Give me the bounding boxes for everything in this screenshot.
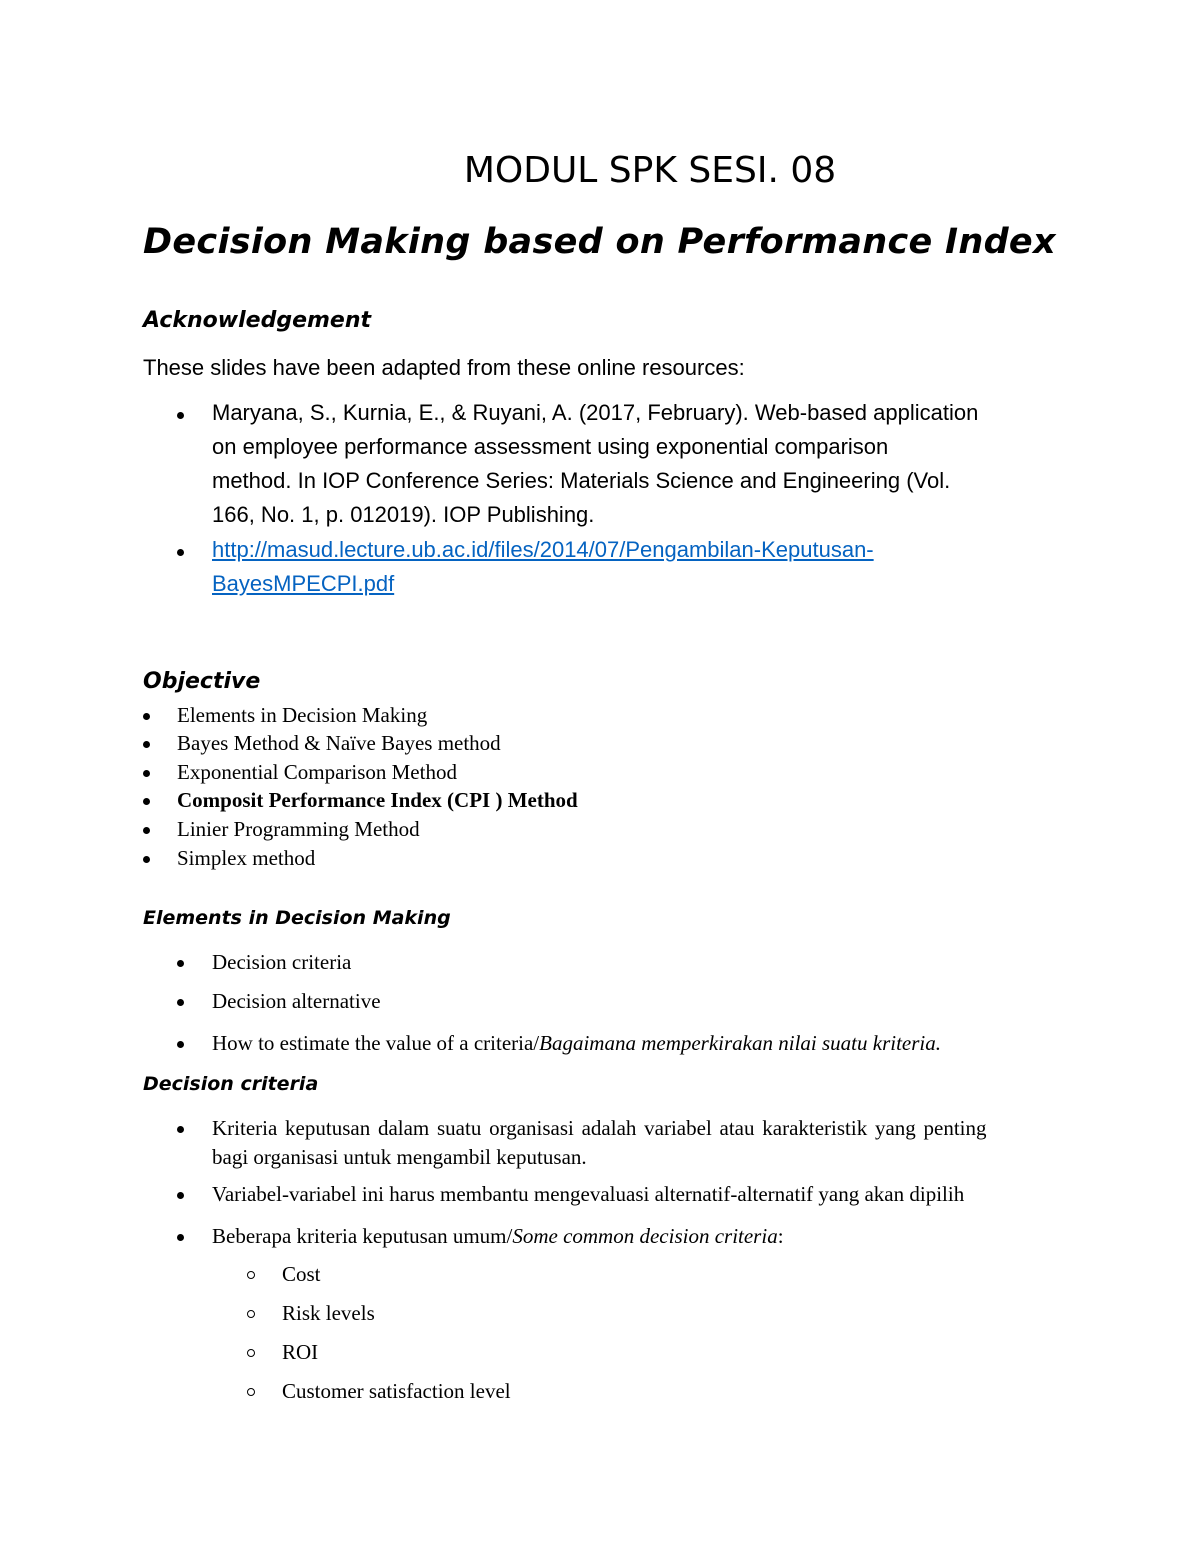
bullet-icon (177, 1192, 184, 1199)
circle-bullet-icon (247, 1349, 255, 1357)
elements-item-italic: Bagaimana memperkirakan nilai suatu kriteria. (539, 1031, 941, 1055)
document-title: MODUL SPK SESI. 08 (463, 150, 837, 191)
criteria-sub-item: Customer satisfaction level (282, 1379, 511, 1403)
elements-item: Decision alternative (212, 989, 381, 1013)
reference-link[interactable]: BayesMPECPI.pdf (212, 571, 395, 596)
objective-item: Bayes Method & Naïve Bayes method (177, 731, 501, 755)
reference-line: on employee performance assessment using exponential comparison (212, 434, 889, 459)
criteria-sub-item: ROI (282, 1340, 319, 1364)
criteria-item-tail: : (777, 1224, 784, 1248)
elements-heading: Elements in Decision Making (143, 907, 451, 929)
circle-bullet-icon (247, 1388, 255, 1396)
bullet-icon (143, 856, 150, 863)
criteria-item: bagi organisasi untuk mengambil keputusan. (212, 1145, 587, 1169)
main-heading: Decision Making based on Performance Index (143, 222, 1056, 262)
objective-item: Elements in Decision Making (177, 703, 428, 727)
bullet-icon (177, 1041, 184, 1048)
elements-item: Decision criteria (212, 950, 352, 974)
criteria-heading: Decision criteria (143, 1073, 319, 1095)
reference-link[interactable]: http://masud.lecture.ub.ac.id/files/2014/07/Pengambilan-Keputusan- (212, 537, 874, 562)
bullet-icon (143, 713, 150, 720)
criteria-item: Kriteria keputusan dalam suatu organisasi adalah variabel atau karakteristik yang penting (212, 1116, 987, 1140)
bullet-icon (143, 770, 150, 777)
objective-item: Exponential Comparison Method (177, 760, 457, 784)
objective-item: Composit Performance Index (CPI ) Method (177, 788, 578, 812)
criteria-sub-item: Cost (282, 1262, 321, 1286)
objective-item: Simplex method (177, 846, 316, 870)
reference-line: method. In IOP Conference Series: Materials Science and Engineering (Vol. (212, 468, 951, 493)
objective-item: Linier Programming Method (177, 817, 420, 841)
criteria-item-italic: Some common decision criteria (512, 1224, 778, 1248)
bullet-icon (177, 549, 184, 556)
elements-item-text: How to estimate the value of a criteria/ (212, 1031, 540, 1055)
reference-line: 166, No. 1, p. 012019). IOP Publishing. (212, 502, 595, 527)
acknowledgement-heading: Acknowledgement (143, 308, 372, 333)
criteria-sub-item: Risk levels (282, 1301, 375, 1325)
elements-item (212, 1031, 941, 1056)
bullet-icon (177, 412, 184, 419)
bullet-icon (177, 1234, 184, 1241)
acknowledgement-intro: These slides have been adapted from these online resources: (143, 355, 745, 380)
circle-bullet-icon (247, 1310, 255, 1318)
criteria-item-text: Beberapa kriteria keputusan umum/ (212, 1224, 513, 1248)
objective-heading: Objective (143, 669, 261, 694)
bullet-icon (143, 798, 150, 805)
reference-line: Maryana, S., Kurnia, E., & Ruyani, A. (2017, February). Web-based application (212, 400, 979, 425)
bullet-icon (177, 1126, 184, 1133)
circle-bullet-icon (247, 1271, 255, 1279)
bullet-icon (177, 960, 184, 967)
bullet-icon (143, 741, 150, 748)
bullet-icon (143, 827, 150, 834)
criteria-item: Variabel-variabel ini harus membantu mengevaluasi alternatif-alternatif yang akan dipilih (212, 1182, 965, 1206)
criteria-item (212, 1224, 784, 1249)
bullet-icon (177, 999, 184, 1006)
